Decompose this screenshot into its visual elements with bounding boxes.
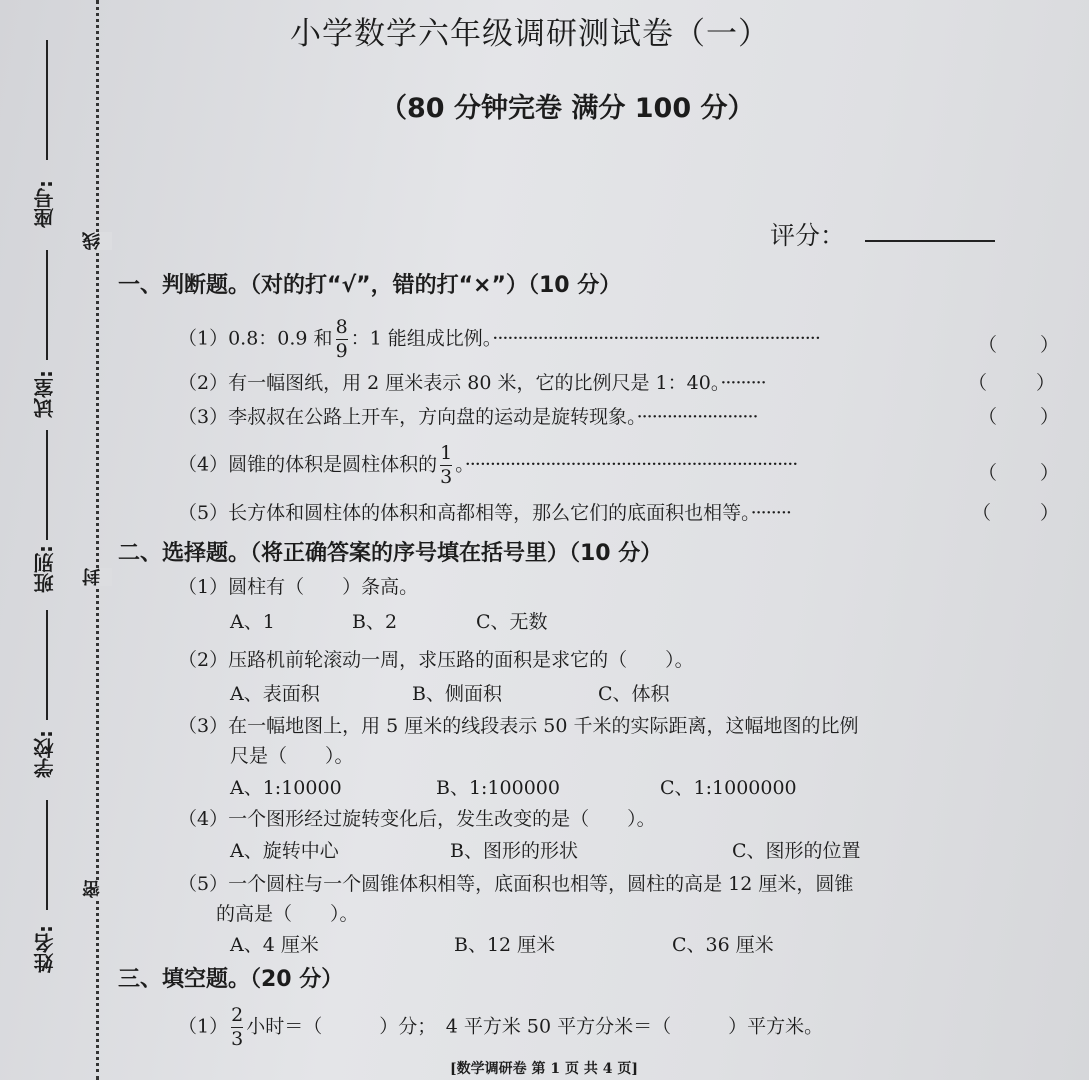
section3-heading: 三、填空题。（20 分） xyxy=(118,967,344,992)
exam-title: 小学数学六年级调研测试卷（一） xyxy=(290,16,770,52)
s3-question-1: （1） $\frac{2}{3}$ 小时＝（ ）分； 4 平方米 50 平方分米＝（ ）平方米。 xyxy=(178,1004,824,1050)
class-line xyxy=(46,430,48,540)
s1-answer-open-2[interactable]: （ xyxy=(968,372,988,394)
page-footer: [数学调研卷 第 1 页 共 4 页] xyxy=(450,1061,638,1077)
fraction-1-3: $\frac{1}{3}$ xyxy=(440,442,453,488)
section2-heading: 二、选择题。（将正确答案的序号填在括号里）（10 分） xyxy=(118,541,663,566)
room-label: 试室: xyxy=(33,370,57,418)
s1-answer-open-4[interactable]: （ xyxy=(978,462,998,484)
s1-answer-close-2: ） xyxy=(1036,372,1056,394)
binding-dotted-line xyxy=(96,0,99,1080)
seat-line xyxy=(46,40,48,160)
school-label: 学校: xyxy=(33,730,57,778)
score-label: 评分： xyxy=(770,221,846,250)
seat-label: 座号: xyxy=(33,180,57,228)
s2-question-5-line1: （5）一个圆柱与一个圆锥体积相等，底面积也相等，圆柱的高是 12 厘米，圆锥 xyxy=(178,873,854,895)
s1-question-5: （5）长方体和圆柱体的体积和高都相等，那么它们的底面积也相等。········ xyxy=(178,502,791,524)
bind-char-secret: 密 xyxy=(80,880,112,898)
class-label: 班别: xyxy=(33,545,57,593)
s2-question-2: （2）压路机前轮滚动一周，求压路的面积是求它的（ ）。 xyxy=(178,649,694,671)
bind-char-line: 线 xyxy=(80,232,112,250)
s1-question-1: （1）0.8：0.9 和 $\frac{8}{9}$ ：1 能组成比例。································································· xyxy=(178,316,820,362)
s2-q1-option-c: C、无数 xyxy=(476,611,548,633)
fraction-2-3: $\frac{2}{3}$ xyxy=(231,1004,244,1050)
exam-subtitle: （80 分钟完卷 满分 100 分） xyxy=(380,93,755,124)
s2-q4-option-a: A、旋转中心 xyxy=(230,840,339,862)
bind-char-seal: 封 xyxy=(80,568,112,586)
s2-q5-option-b: B、12 厘米 xyxy=(454,934,556,956)
s2-q2-option-a: A、表面积 xyxy=(230,683,320,705)
name-label: 姓名: xyxy=(33,925,57,973)
s2-q4-option-c: C、图形的位置 xyxy=(732,840,861,862)
s2-q3-option-b: B、1:100000 xyxy=(436,777,560,799)
s2-q5-option-c: C、36 厘米 xyxy=(672,934,774,956)
section1-heading: 一、判断题。（对的打“√”，错的打“×”）（10 分） xyxy=(118,273,622,298)
s1-question-4: （4）圆锥的体积是圆柱体积的 $\frac{1}{3}$ 。·································································· xyxy=(178,442,798,488)
s1-answer-open-1[interactable]: （ xyxy=(978,334,998,356)
s2-q3-option-c: C、1:1000000 xyxy=(660,777,797,799)
name-line xyxy=(46,800,48,910)
s1-answer-open-5[interactable]: （ xyxy=(972,502,992,524)
s1-answer-close-1: ） xyxy=(1040,334,1060,356)
s1-answer-close-5: ） xyxy=(1040,502,1060,524)
s2-question-3-line2: 尺是（ ）。 xyxy=(230,745,354,767)
s1-answer-close-4: ） xyxy=(1040,462,1060,484)
s2-q2-option-c: C、体积 xyxy=(598,683,670,705)
s2-question-4: （4）一个图形经过旋转变化后，发生改变的是（ ）。 xyxy=(178,808,656,830)
s2-question-3-line1: （3）在一幅地图上，用 5 厘米的线段表示 50 千米的实际距离，这幅地图的比例 xyxy=(178,715,859,737)
s2-question-1: （1）圆柱有（ ）条高。 xyxy=(178,576,419,598)
score-blank[interactable] xyxy=(865,240,995,242)
room-line xyxy=(46,250,48,360)
s2-question-5-line2: 的高是（ ）。 xyxy=(216,903,359,925)
s2-q2-option-b: B、侧面积 xyxy=(412,683,502,705)
s1-answer-open-3[interactable]: （ xyxy=(978,406,998,428)
s2-q1-option-a: A、1 xyxy=(230,611,275,633)
fraction-8-9: $\frac{8}{9}$ xyxy=(335,316,348,362)
school-line xyxy=(46,610,48,720)
s1-answer-close-3: ） xyxy=(1040,406,1060,428)
s2-q3-option-a: A、1:10000 xyxy=(230,777,342,799)
s1-question-3: （3）李叔叔在公路上开车，方向盘的运动是旋转现象。························ xyxy=(178,406,758,428)
s2-q5-option-a: A、4 厘米 xyxy=(230,934,319,956)
s2-q4-option-b: B、图形的形状 xyxy=(450,840,578,862)
s1-question-2: （2）有一幅图纸，用 2 厘米表示 80 米，它的比例尺是 1：40。········· xyxy=(178,372,766,394)
s2-q1-option-b: B、2 xyxy=(352,611,398,633)
